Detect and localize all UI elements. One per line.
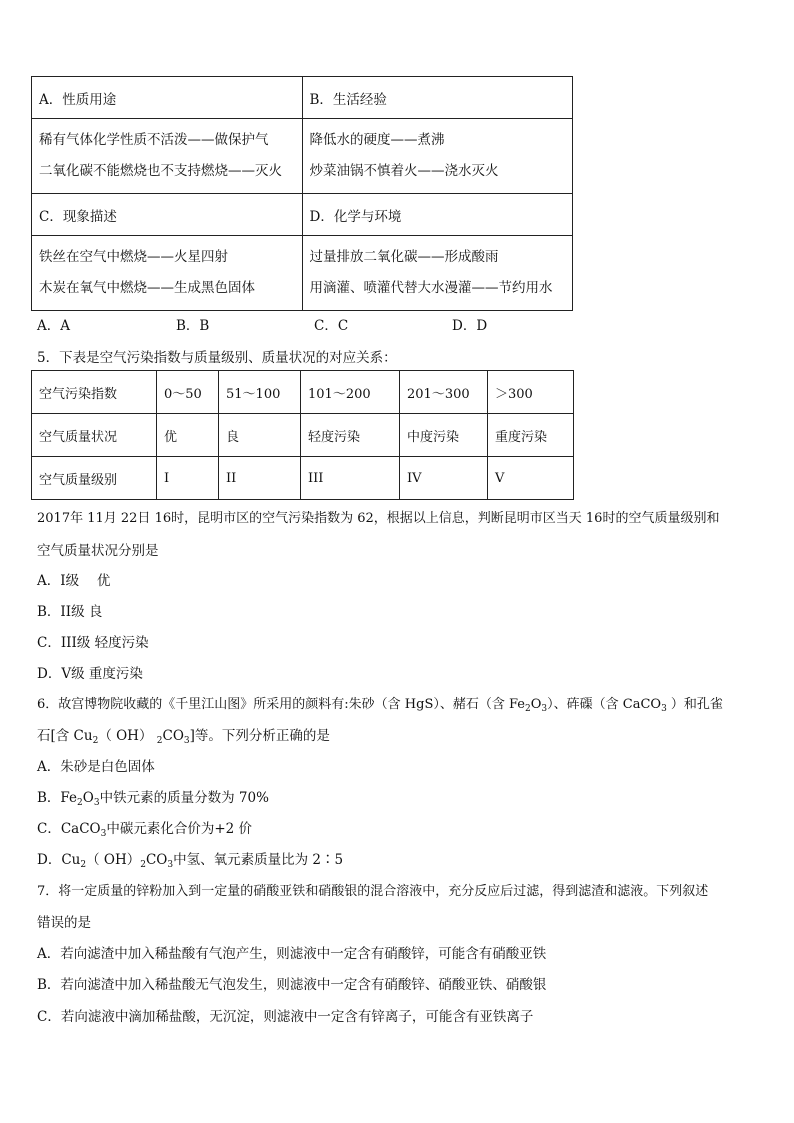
q6-option-a: A．朱砂是白色固体 xyxy=(37,759,155,775)
cell-b-line-2: 炒菜油锅不慎着火——浇水灭火 xyxy=(309,163,499,179)
cell-c-head: C．现象描述 xyxy=(32,194,303,236)
text-run: 中碳元素化合价为+2 价 xyxy=(106,821,253,837)
cell-d-head: D．化学与环境 xyxy=(302,194,573,236)
table-cell: II xyxy=(219,457,301,500)
subscript: 2 xyxy=(80,860,87,870)
q6-option-c xyxy=(37,817,252,839)
table-cell: 101～200 xyxy=(301,371,400,414)
q4-option-b: B．B xyxy=(176,318,210,334)
subscript: 3 xyxy=(167,860,174,870)
subscript: 2 xyxy=(140,860,146,870)
q6-option-d xyxy=(37,848,343,870)
text-run: ]等。下列分析正确的是 xyxy=(189,728,330,744)
cell-a-line-2: 二氧化碳不能燃烧也不支持燃烧——灭火 xyxy=(39,163,282,179)
text-run: CO xyxy=(162,728,184,744)
table-cell: 良 xyxy=(219,414,301,457)
subscript: 2 xyxy=(92,736,99,746)
q4-option-c: C．C xyxy=(314,318,349,334)
text-run: 6．故宫博物院收藏的《千里江山图》所采用的颜料有:朱砂（含 HgS）、赭石（含 Fe xyxy=(37,697,525,712)
table-cell: ＞300 xyxy=(488,371,574,414)
table-row xyxy=(32,371,574,414)
table-cell: 中度污染 xyxy=(400,414,488,457)
subscript: 3 xyxy=(541,704,548,714)
text-run: 中氢、氧元素质量比为 2∶5 xyxy=(173,852,344,868)
cell-b-line-1: 降低水的硬度——煮沸 xyxy=(309,132,445,148)
q4-option-table xyxy=(31,76,573,311)
cell-c-body xyxy=(32,236,303,311)
text-run: O xyxy=(82,790,94,806)
cell-c-line-1: 铁丝在空气中燃烧——火星四射 xyxy=(39,249,228,265)
q7-option-a: A．若向滤渣中加入稀盐酸有气泡产生，则滤液中一定含有硝酸锌，可能含有硝酸亚铁 xyxy=(37,946,547,962)
table-row xyxy=(32,457,574,500)
table-cell: 空气质量级别 xyxy=(32,457,157,500)
subscript: 3 xyxy=(183,736,190,746)
text-run: 中铁元素的质量分数为 70% xyxy=(99,790,269,806)
text-run: 石[含 Cu xyxy=(37,728,93,744)
table-row xyxy=(32,414,574,457)
subscript: 2 xyxy=(77,798,83,808)
subscript: 3 xyxy=(100,829,107,839)
table-cell: V xyxy=(488,457,574,500)
q4-option-a: A．A xyxy=(37,318,70,334)
q5-text-line-1: 2017年 11月 22日 16时，昆明市区的空气污染指数为 62，根据以上信息，判断昆明市区当天 16时的空气质量级别和 xyxy=(37,511,720,526)
table-cell: 0～50 xyxy=(157,371,219,414)
text-run: ）和孔雀 xyxy=(666,697,723,712)
air-quality-table xyxy=(31,370,574,500)
q5-text-line-2: 空气质量状况分别是 xyxy=(37,543,159,559)
q7-option-c: C．若向滤液中滴加稀盐酸，无沉淀，则滤液中一定含有锌离子，可能含有亚铁离子 xyxy=(37,1009,534,1025)
table-cell: 轻度污染 xyxy=(301,414,400,457)
q5-option-a: A．I级 优 xyxy=(37,573,111,589)
cell-c-line-2: 木炭在氧气中燃烧——生成黑色固体 xyxy=(39,280,255,296)
subscript: 2 xyxy=(524,704,531,714)
q7-stem-line-2: 错误的是 xyxy=(37,915,91,931)
text-run: D．Cu xyxy=(37,852,81,868)
q5-stem: 5．下表是空气污染指数与质量级别、质量状况的对应关系： xyxy=(37,350,397,366)
q6-stem-line-1 xyxy=(37,693,723,714)
cell-d-line-2: 用滴灌、喷灌代替大水漫灌——节约用水 xyxy=(309,280,553,296)
subscript: 2 xyxy=(156,736,163,746)
text-run: ）、砗磲（含 CaCO xyxy=(547,697,662,712)
table-cell: III xyxy=(301,457,400,500)
text-run: C．CaCO xyxy=(37,821,101,837)
table-cell: 201～300 xyxy=(400,371,488,414)
table-cell: IV xyxy=(400,457,488,500)
subscript: 3 xyxy=(93,798,100,808)
cell-d-body xyxy=(302,236,573,311)
table-cell: 空气质量状况 xyxy=(32,414,157,457)
cell-d-line-1: 过量排放二氧化碳——形成酸雨 xyxy=(309,249,499,265)
q5-option-c: C．III级 轻度污染 xyxy=(37,635,149,651)
text-run: CO xyxy=(145,852,168,868)
cell-a-line-1: 稀有气体化学性质不活泼——做保护气 xyxy=(39,132,269,148)
table-cell: 优 xyxy=(157,414,219,457)
q7-stem-line-1: 7．将一定质量的锌粉加入到一定量的硝酸亚铁和硝酸银的混合溶液中，充分反应后过滤，得到滤渣和滤液。下列叙述 xyxy=(37,884,709,899)
text-run: （ OH） xyxy=(86,852,141,868)
q6-stem-line-2 xyxy=(37,724,330,746)
table-cell: 空气污染指数 xyxy=(32,371,157,414)
cell-b-body xyxy=(302,119,573,194)
q4-option-d: D．D xyxy=(452,318,488,334)
table-cell: I xyxy=(157,457,219,500)
table-cell: 重度污染 xyxy=(488,414,574,457)
q7-option-b: B．若向滤渣中加入稀盐酸无气泡发生，则滤液中一定含有硝酸锌、硝酸亚铁、硝酸银 xyxy=(37,977,547,993)
cell-b-head: B．生活经验 xyxy=(302,77,573,119)
q5-option-d: D．V级 重度污染 xyxy=(37,666,143,682)
text-run: （ OH） xyxy=(98,728,157,744)
cell-a-body xyxy=(32,119,303,194)
text-run: B．Fe xyxy=(37,790,78,806)
q6-option-b xyxy=(37,786,269,808)
cell-a-head: A．性质用途 xyxy=(32,77,303,119)
q5-option-b: B．II级 良 xyxy=(37,604,103,620)
subscript: 3 xyxy=(661,704,667,714)
table-cell: 51～100 xyxy=(219,371,301,414)
text-run: O xyxy=(530,697,542,712)
